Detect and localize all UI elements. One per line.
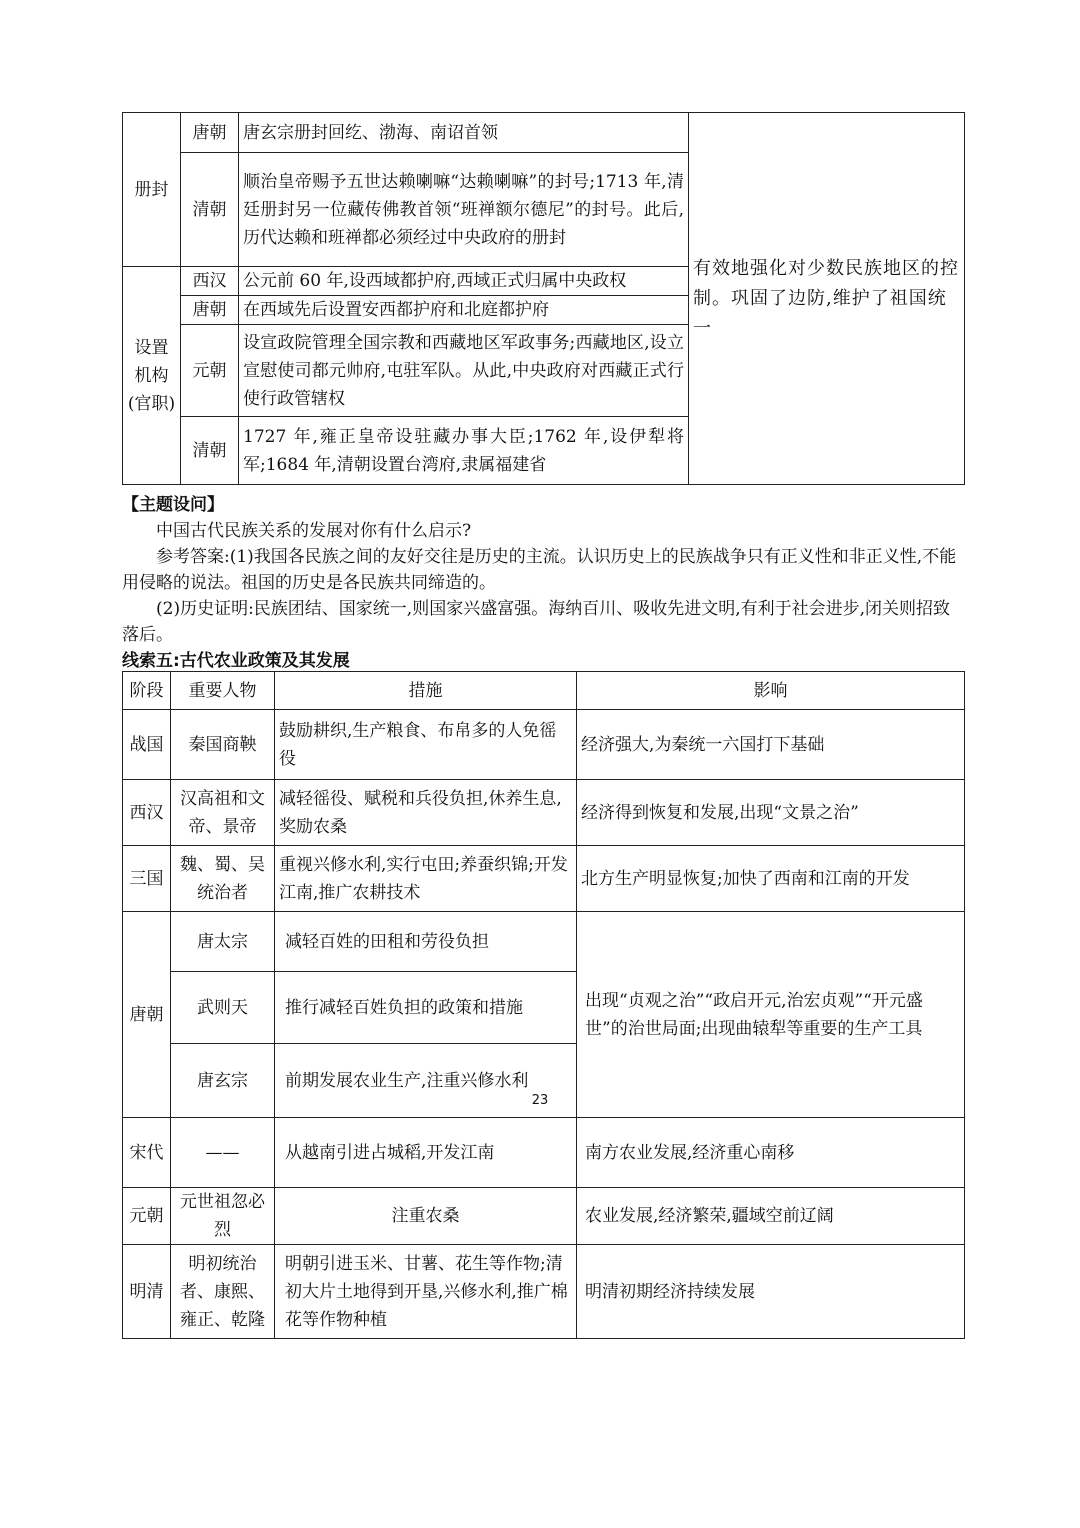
- category-cell: 设置机构(官职): [123, 267, 181, 485]
- table-row: [123, 846, 965, 912]
- measure-cell: 注重农桑: [275, 1188, 577, 1245]
- dynasty-cell: 清朝: [181, 417, 239, 485]
- person-cell: 元世祖忽必烈: [171, 1188, 275, 1245]
- effect-cell: 有效地强化对少数民族地区的控制。巩固了边防,维护了祖国统一: [689, 113, 965, 485]
- content-cell: 1727 年,雍正皇帝设驻藏办事大臣;1762 年,设伊犁将军;1684 年,清朝设置台湾府,隶属福建省: [239, 417, 689, 485]
- dynasty-cell: 元朝: [181, 325, 239, 417]
- person-cell: 魏、蜀、吴统治者: [171, 846, 275, 912]
- effect-cell: 出现“贞观之治”“政启开元,治宏贞观”“开元盛世”的治世局面;出现曲辕犁等重要的生产工具: [577, 912, 965, 1118]
- stage-cell: 唐朝: [123, 912, 171, 1118]
- effect-cell: 农业发展,经济繁荣,疆域空前辽阔: [577, 1188, 965, 1245]
- person-cell: 唐太宗: [171, 912, 275, 972]
- person-cell: 唐玄宗: [171, 1044, 275, 1118]
- stage-cell: 战国: [123, 710, 171, 780]
- table-row: [123, 1245, 965, 1339]
- measure-cell: 减轻百姓的田租和劳役负担: [275, 912, 577, 972]
- header-person: 重要人物: [171, 672, 275, 710]
- person-cell: 武则天: [171, 972, 275, 1044]
- header-measure: 措施: [275, 672, 577, 710]
- dynasty-cell: 唐朝: [181, 113, 239, 153]
- effect-cell: 经济得到恢复和发展,出现“文景之治”: [577, 780, 965, 846]
- stage-cell: 元朝: [123, 1188, 171, 1245]
- agriculture-policy-table: [122, 671, 965, 1339]
- measure-cell: 明朝引进玉米、甘薯、花生等作物;清初大片土地得到开垦,兴修水利,推广棉花等作物种植: [275, 1245, 577, 1339]
- content-cell: 公元前 60 年,设西域都护府,西域正式归属中央政权: [239, 267, 689, 296]
- header-stage: 阶段: [123, 672, 171, 710]
- theme-question-heading: 【主题设问】: [122, 495, 224, 515]
- person-cell: 秦国商鞅: [171, 710, 275, 780]
- content-cell: 顺治皇帝赐予五世达赖喇嘛“达赖喇嘛”的封号;1713 年,清廷册封另一位藏传佛教首领“班禅额尔德尼”的封号。此后,历代达赖和班禅都必须经过中央政府的册封: [239, 153, 689, 267]
- content-cell: 在西域先后设置安西都护府和北庭都护府: [239, 296, 689, 325]
- measure-cell: 前期发展农业生产,注重兴修水利: [275, 1044, 577, 1118]
- question-text: 中国古代民族关系的发展对你有什么启示?: [156, 521, 472, 541]
- effect-cell: 南方农业发展,经济重心南移: [577, 1118, 965, 1188]
- measure-cell: 推行减轻百姓负担的政策和措施: [275, 972, 577, 1044]
- measure-cell: 从越南引进占城稻,开发江南: [275, 1118, 577, 1188]
- answer-part-1: 参考答案:(1)我国各民族之间的友好交往是历史的主流。认识历史上的民族战争只有正义性和非正义性,不能用侵略的说法。祖国的历史是各民族共同缔造的。: [122, 547, 957, 593]
- content-cell: 设宣政院管理全国宗教和西藏地区军政事务;西藏地区,设立宣慰使司都元帅府,屯驻军队。从此,中央政府对西藏正式行使行政管辖权: [239, 325, 689, 417]
- category-cell: 册封: [123, 113, 181, 267]
- table-row: [123, 1188, 965, 1245]
- answer-part-2: (2)历史证明:民族团结、国家统一,则国家兴盛富强。海纳百川、吸收先进文明,有利于社会进步,闭关则招致落后。: [122, 599, 951, 645]
- person-cell: 汉高祖和文帝、景帝: [171, 780, 275, 846]
- stage-cell: 明清: [123, 1245, 171, 1339]
- table-row: [123, 780, 965, 846]
- content-cell: 唐玄宗册封回纥、渤海、南诏首领: [239, 113, 689, 153]
- dynasty-cell: 清朝: [181, 153, 239, 267]
- dynasty-cell: 西汉: [181, 267, 239, 296]
- table-row: [123, 710, 965, 780]
- measure-cell: 减轻徭役、赋税和兵役负担,休养生息,奖励农桑: [275, 780, 577, 846]
- measure-cell: 重视兴修水利,实行屯田;养蚕织锦;开发江南,推广农耕技术: [275, 846, 577, 912]
- person-cell: 明初统治者、康熙、雍正、乾隆: [171, 1245, 275, 1339]
- effect-cell: 明清初期经济持续发展: [577, 1245, 965, 1339]
- section-title: 线索五:古代农业政策及其发展: [122, 651, 350, 671]
- effect-cell: 北方生产明显恢复;加快了西南和江南的开发: [577, 846, 965, 912]
- table-row: [123, 1118, 965, 1188]
- page-number: 23: [531, 1093, 549, 1108]
- stage-cell: 西汉: [123, 780, 171, 846]
- person-cell: ——: [171, 1118, 275, 1188]
- header-effect: 影响: [577, 672, 965, 710]
- effect-cell: 经济强大,为秦统一六国打下基础: [577, 710, 965, 780]
- stage-cell: 三国: [123, 846, 171, 912]
- theme-question-block: [122, 492, 964, 674]
- table-row: [123, 912, 965, 972]
- measure-cell: 鼓励耕织,生产粮食、布帛多的人免徭役: [275, 710, 577, 780]
- frontier-policy-table: [122, 112, 965, 485]
- dynasty-cell: 唐朝: [181, 296, 239, 325]
- stage-cell: 宋代: [123, 1118, 171, 1188]
